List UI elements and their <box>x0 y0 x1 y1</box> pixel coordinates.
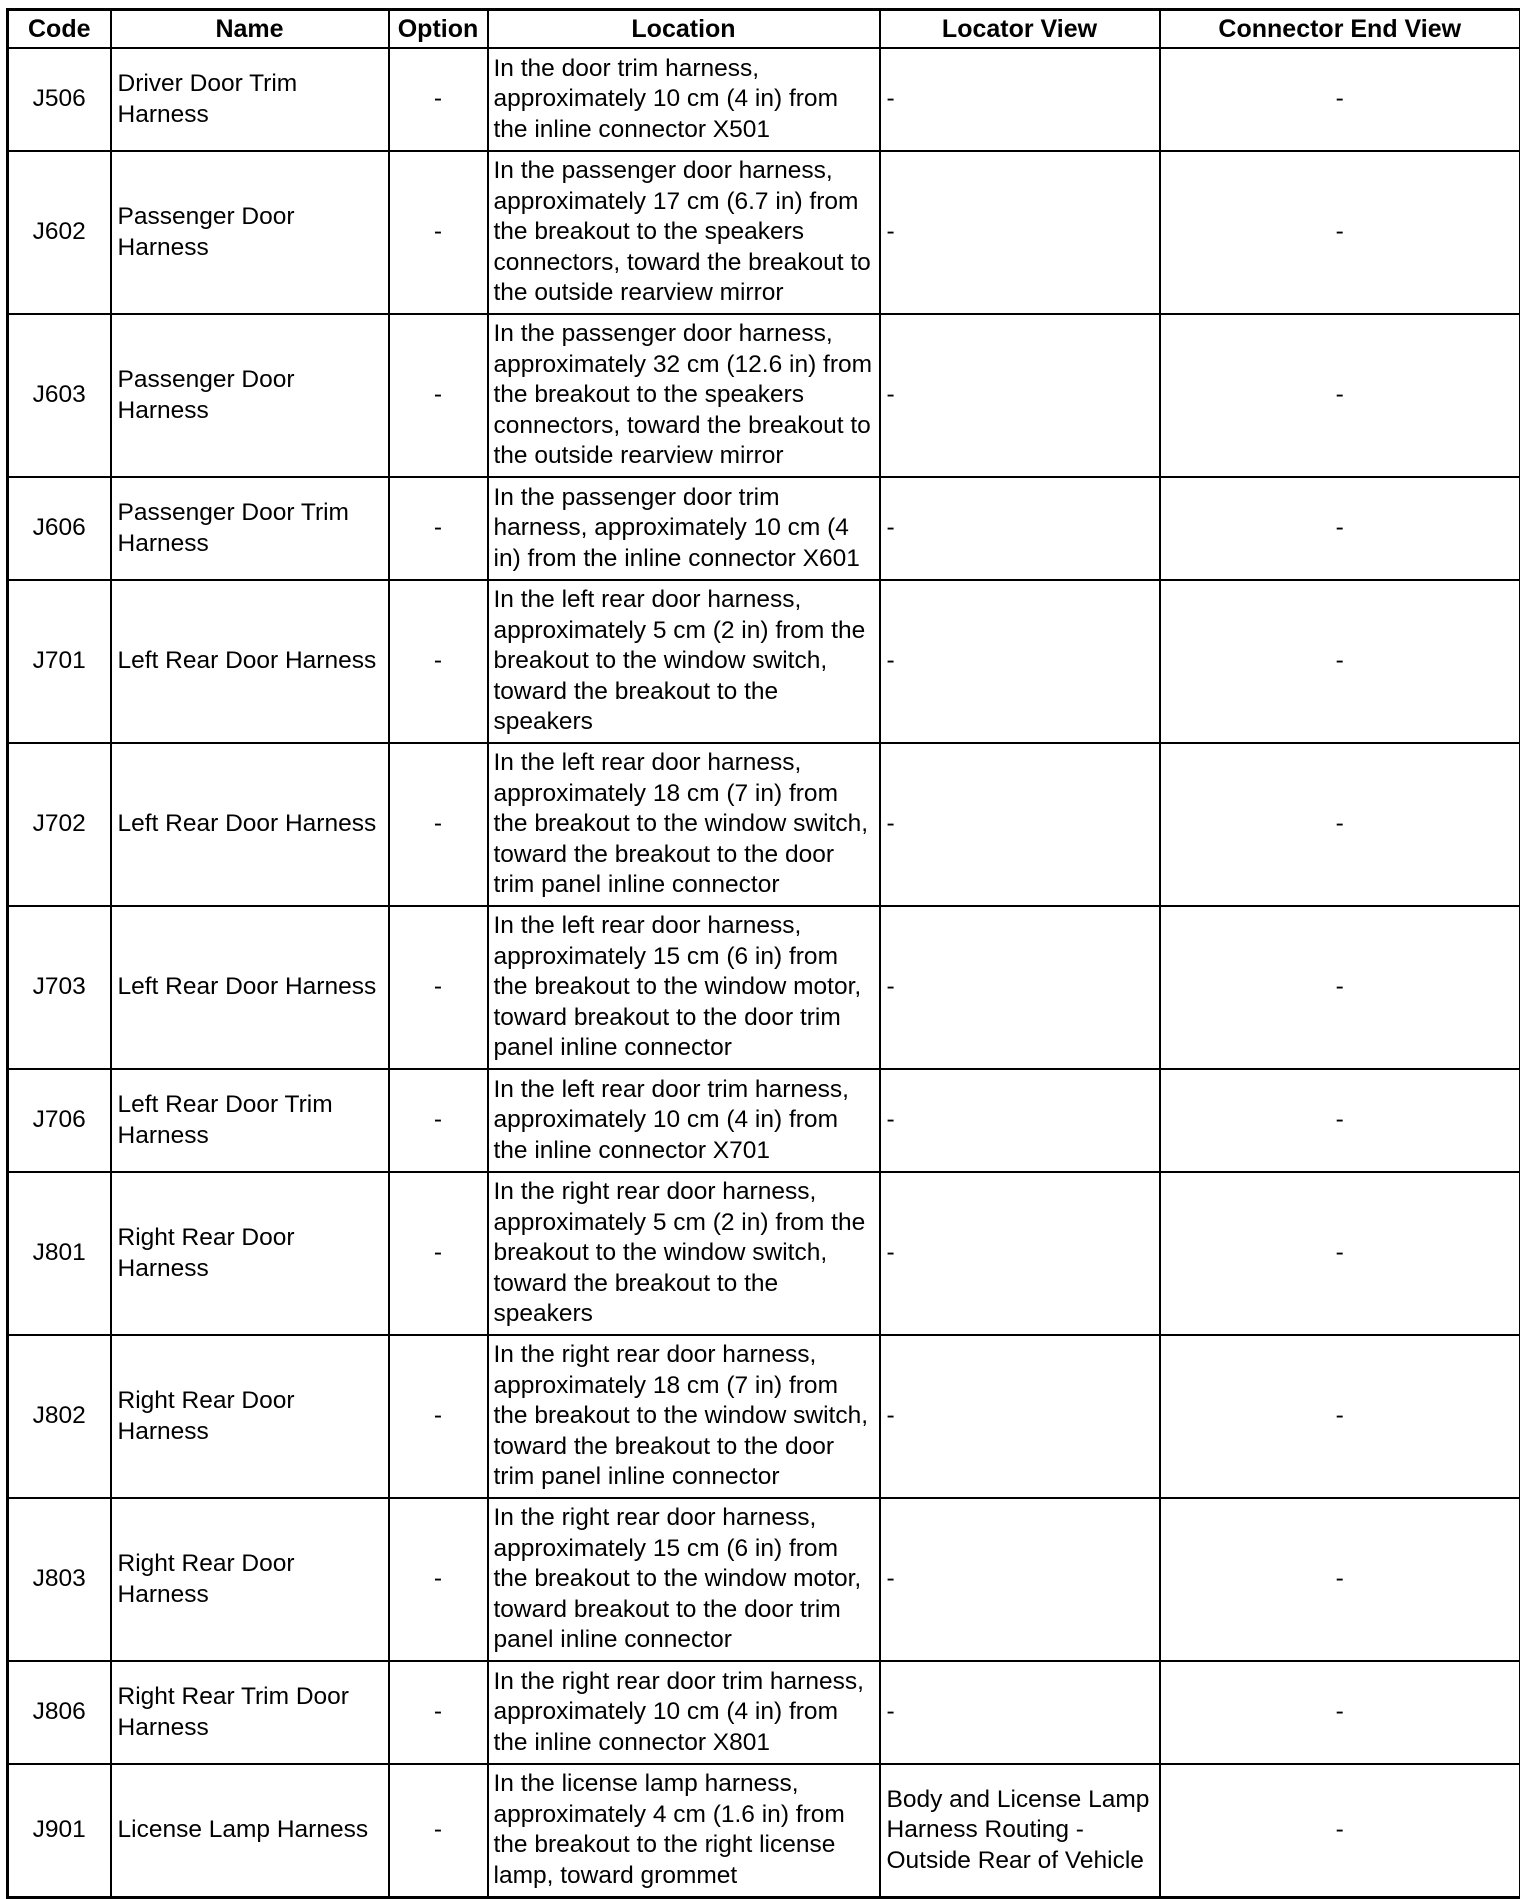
cell-option: - <box>389 580 488 743</box>
cell-option: - <box>389 1661 488 1764</box>
cell-connector-end-view: - <box>1160 151 1520 314</box>
cell-code: J606 <box>8 477 111 580</box>
cell-locator-view: - <box>880 48 1160 151</box>
cell-name: Left Rear Door Harness <box>111 743 389 906</box>
cell-location: In the right rear door harness, approximately 5 cm (2 in) from the breakout to the window switch, toward the breakout to the speakers <box>488 1172 880 1335</box>
cell-location: In the passenger door harness, approximately 17 cm (6.7 in) from the breakout to the speakers connectors, toward the breakout to the outside rearview mirror <box>488 151 880 314</box>
cell-name: Right Rear Trim Door Harness <box>111 1661 389 1764</box>
cell-locator-view: - <box>880 1661 1160 1764</box>
cell-option: - <box>389 1069 488 1172</box>
cell-connector-end-view: - <box>1160 314 1520 477</box>
cell-option: - <box>389 48 488 151</box>
cell-name: Right Rear Door Harness <box>111 1335 389 1498</box>
cell-option: - <box>389 1764 488 1897</box>
cell-code: J703 <box>8 906 111 1069</box>
cell-location: In the left rear door harness, approximately 18 cm (7 in) from the breakout to the window switch, toward the breakout to the door trim panel inline connector <box>488 743 880 906</box>
cell-option: - <box>389 743 488 906</box>
table-row <box>8 1172 1520 1335</box>
cell-connector-end-view: - <box>1160 1661 1520 1764</box>
column-header-name: Name <box>111 10 389 49</box>
cell-location: In the left rear door trim harness, approximately 10 cm (4 in) from the inline connector X701 <box>488 1069 880 1172</box>
cell-locator-view: - <box>880 1335 1160 1498</box>
cell-locator-view: - <box>880 314 1160 477</box>
cell-location: In the passenger door trim harness, approximately 10 cm (4 in) from the inline connector X601 <box>488 477 880 580</box>
cell-name: Left Rear Door Harness <box>111 906 389 1069</box>
cell-option: - <box>389 1172 488 1335</box>
cell-location: In the license lamp harness, approximately 4 cm (1.6 in) from the breakout to the right license lamp, toward grommet <box>488 1764 880 1897</box>
cell-location: In the right rear door harness, approximately 18 cm (7 in) from the breakout to the window switch, toward the breakout to the door trim panel inline connector <box>488 1335 880 1498</box>
cell-option: - <box>389 151 488 314</box>
cell-option: - <box>389 1498 488 1661</box>
cell-name: Driver Door Trim Harness <box>111 48 389 151</box>
cell-connector-end-view: - <box>1160 1172 1520 1335</box>
cell-name: License Lamp Harness <box>111 1764 389 1897</box>
table-row <box>8 477 1520 580</box>
cell-code: J602 <box>8 151 111 314</box>
cell-option: - <box>389 314 488 477</box>
cell-code: J901 <box>8 1764 111 1897</box>
table-row <box>8 1069 1520 1172</box>
cell-option: - <box>389 1335 488 1498</box>
cell-connector-end-view: - <box>1160 906 1520 1069</box>
column-header-code: Code <box>8 10 111 49</box>
cell-name: Right Rear Door Harness <box>111 1498 389 1661</box>
cell-locator-view: Body and License Lamp Harness Routing - Outside Rear of Vehicle <box>880 1764 1160 1897</box>
cell-code: J603 <box>8 314 111 477</box>
table-row <box>8 314 1520 477</box>
cell-location: In the left rear door harness, approximately 15 cm (6 in) from the breakout to the window motor, toward breakout to the door trim panel inline connector <box>488 906 880 1069</box>
cell-connector-end-view: - <box>1160 580 1520 743</box>
cell-code: J802 <box>8 1335 111 1498</box>
cell-name: Passenger Door Trim Harness <box>111 477 389 580</box>
cell-locator-view: - <box>880 151 1160 314</box>
cell-locator-view: - <box>880 1069 1160 1172</box>
cell-name: Passenger Door Harness <box>111 314 389 477</box>
column-header-option: Option <box>389 10 488 49</box>
cell-name: Right Rear Door Harness <box>111 1172 389 1335</box>
cell-location: In the passenger door harness, approximately 32 cm (12.6 in) from the breakout to the speakers connectors, toward the breakout to the outside rearview mirror <box>488 314 880 477</box>
cell-location: In the right rear door trim harness, approximately 10 cm (4 in) from the inline connector X801 <box>488 1661 880 1764</box>
cell-connector-end-view: - <box>1160 48 1520 151</box>
header-row <box>8 10 1520 49</box>
table-row <box>8 906 1520 1069</box>
cell-location: In the right rear door harness, approximately 15 cm (6 in) from the breakout to the window motor, toward breakout to the door trim panel inline connector <box>488 1498 880 1661</box>
cell-connector-end-view: - <box>1160 1764 1520 1897</box>
table-row <box>8 1764 1520 1897</box>
splice-pack-table <box>6 8 1520 1899</box>
cell-code: J803 <box>8 1498 111 1661</box>
cell-connector-end-view: - <box>1160 477 1520 580</box>
table-row <box>8 151 1520 314</box>
cell-locator-view: - <box>880 743 1160 906</box>
cell-locator-view: - <box>880 477 1160 580</box>
cell-location: In the door trim harness, approximately 10 cm (4 in) from the inline connector X501 <box>488 48 880 151</box>
cell-option: - <box>389 906 488 1069</box>
cell-code: J806 <box>8 1661 111 1764</box>
cell-connector-end-view: - <box>1160 1069 1520 1172</box>
cell-name: Left Rear Door Harness <box>111 580 389 743</box>
table-row <box>8 580 1520 743</box>
cell-connector-end-view: - <box>1160 743 1520 906</box>
table-row <box>8 1335 1520 1498</box>
cell-code: J801 <box>8 1172 111 1335</box>
cell-option: - <box>389 477 488 580</box>
column-header-connector-end-view: Connector End View <box>1160 10 1520 49</box>
cell-location: In the left rear door harness, approximately 5 cm (2 in) from the breakout to the window switch, toward the breakout to the speakers <box>488 580 880 743</box>
column-header-locator-view: Locator View <box>880 10 1160 49</box>
column-header-location: Location <box>488 10 880 49</box>
table-row <box>8 743 1520 906</box>
cell-code: J701 <box>8 580 111 743</box>
cell-locator-view: - <box>880 906 1160 1069</box>
cell-locator-view: - <box>880 580 1160 743</box>
cell-locator-view: - <box>880 1498 1160 1661</box>
cell-connector-end-view: - <box>1160 1335 1520 1498</box>
cell-connector-end-view: - <box>1160 1498 1520 1661</box>
cell-code: J702 <box>8 743 111 906</box>
cell-name: Passenger Door Harness <box>111 151 389 314</box>
table-row <box>8 1661 1520 1764</box>
cell-locator-view: - <box>880 1172 1160 1335</box>
cell-code: J506 <box>8 48 111 151</box>
cell-code: J706 <box>8 1069 111 1172</box>
table-row <box>8 48 1520 151</box>
cell-name: Left Rear Door Trim Harness <box>111 1069 389 1172</box>
table-row <box>8 1498 1520 1661</box>
